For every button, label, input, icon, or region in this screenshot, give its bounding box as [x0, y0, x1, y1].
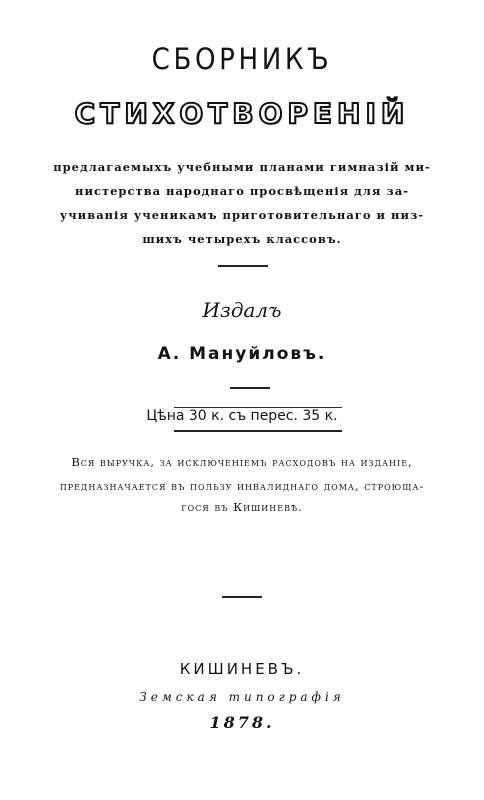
subtitle-line: шихъ четырехъ классовъ. [142, 232, 342, 246]
imprint-year: 1878. [209, 713, 275, 732]
price-text: Цѣна 30 к. съ перес. 35 к. [146, 408, 338, 424]
imprint-press: Земская типографія [139, 690, 345, 704]
divider-rule [230, 387, 270, 389]
publisher-name: А. Мануйловъ. [157, 344, 327, 364]
subtitle-line: предлагаемыхъ учебными планами гимназій ми- [53, 160, 431, 174]
title-line-2: СТИХОТВОРЕНІЙ [74, 97, 410, 130]
publisher-label: Издалъ [202, 298, 282, 322]
note-line: Вся выручка, за исключеніемъ расходовъ на изданіе, [71, 455, 413, 469]
subtitle-line: учиванія ученикамъ приготовительнаго и низ- [59, 208, 425, 222]
divider-rule [222, 596, 262, 598]
imprint-city: КИШИНЕВЪ. [179, 660, 305, 678]
note-line: гося въ Кишиневѣ. [181, 500, 303, 514]
note-line: предназначается въ пользу инвалиднаго дома, строюща- [59, 479, 425, 493]
divider-rule [218, 265, 268, 267]
title-line-1: СБОРНИКЪ [151, 42, 333, 76]
subtitle-line: нистерства народнаго просвѣщенія для за- [75, 184, 409, 198]
